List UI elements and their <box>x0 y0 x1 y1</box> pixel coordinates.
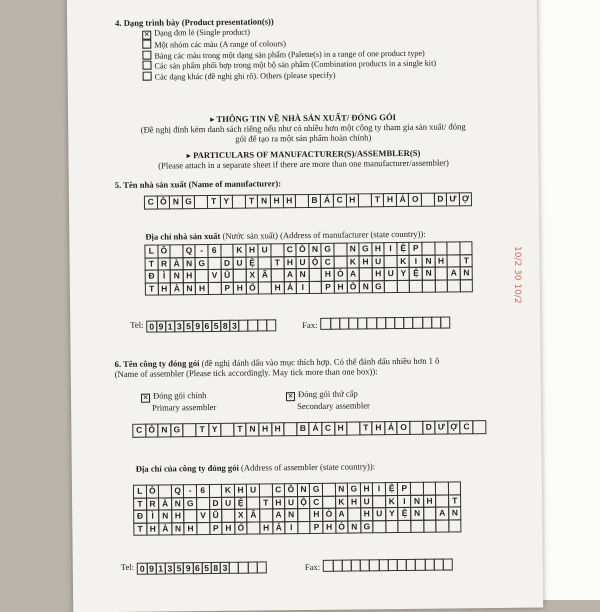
char-cell[interactable]: H <box>334 422 348 436</box>
manufacturer-note-vn-2: gói để tạo ra một sản phẩm hoàn chỉnh) <box>235 132 372 144</box>
manufacturer-note-vn-1: (Đề nghị đính kèm danh sách riêng nếu như có nhiều hơn một công ty tham gia sản xuất/ đóng <box>140 121 466 135</box>
char-cell[interactable]: T <box>145 282 159 296</box>
char-cell[interactable]: H <box>234 484 248 498</box>
char-cell[interactable]: U <box>384 267 398 281</box>
char-cell[interactable]: U <box>221 496 235 510</box>
presentation-options <box>142 26 436 82</box>
char-cell[interactable]: C <box>271 483 285 497</box>
char-cell[interactable]: U <box>360 495 374 509</box>
char-cell[interactable]: H <box>383 193 397 207</box>
char-cell[interactable]: H <box>309 508 323 522</box>
char-cell[interactable]: D <box>209 496 223 510</box>
char-cell[interactable]: V <box>196 509 210 523</box>
grid-row <box>145 193 473 209</box>
char-cell[interactable]: N <box>183 282 197 296</box>
digit-cell[interactable]: 9 <box>146 563 156 575</box>
char-cell[interactable]: T <box>207 195 221 209</box>
manufacturer-tel-field <box>148 319 277 332</box>
char-cell[interactable]: H <box>372 421 386 435</box>
digit-cell[interactable]: 8 <box>211 562 221 574</box>
char-cell[interactable]: Ũ <box>209 509 223 523</box>
char-cell[interactable]: Q <box>182 244 196 258</box>
char-cell[interactable]: Y <box>385 507 399 521</box>
char-cell[interactable]: Ệ <box>234 496 248 510</box>
option-label: Các dạng khác (đề nghị ghi rõ). Others (please specify) <box>154 70 336 82</box>
char-cell[interactable]: À <box>170 257 184 271</box>
tel-label: Tel: <box>130 319 144 330</box>
char-cell[interactable]: Q <box>171 484 185 498</box>
char-cell[interactable] <box>460 279 474 293</box>
char-cell[interactable]: Á <box>320 194 334 208</box>
char-cell[interactable]: N <box>422 254 436 268</box>
char-cell[interactable]: K <box>396 254 410 268</box>
secondary-assembler-checkbox[interactable]: ✕ <box>287 392 294 401</box>
option-checkbox[interactable]: ✕ <box>143 30 150 39</box>
char-cell[interactable]: H <box>347 495 361 509</box>
char-cell[interactable]: N <box>169 195 183 209</box>
char-cell[interactable]: N <box>157 423 171 437</box>
char-cell[interactable]: Ộ <box>308 255 322 269</box>
char-cell[interactable]: T <box>448 494 462 508</box>
char-cell[interactable]: I <box>284 521 298 535</box>
char-cell[interactable]: Ì <box>146 510 160 524</box>
char-cell[interactable]: N <box>359 280 373 294</box>
char-cell[interactable]: Y <box>208 423 222 437</box>
option-label: Bảng các màu trong một dạng sản phẩm (Palette(s) in a range of one product type) <box>154 48 425 61</box>
char-cell[interactable]: - <box>183 484 197 498</box>
option-checkbox[interactable] <box>143 71 152 80</box>
margin-handwriting: 10/2 30 10/2 <box>512 246 522 304</box>
char-cell[interactable]: Ả <box>384 421 398 435</box>
char-cell[interactable]: H <box>171 509 185 523</box>
char-cell[interactable]: N <box>308 243 322 257</box>
char-cell[interactable]: H <box>371 267 385 281</box>
char-cell[interactable]: L <box>133 485 147 499</box>
char-cell[interactable]: H <box>321 268 335 282</box>
primary-assembler-option: ✕ Đóng gói chính Primary assembler <box>142 390 217 413</box>
char-cell[interactable]: Ệ <box>396 242 410 256</box>
char-cell[interactable]: Đ <box>145 270 159 284</box>
manufacturer-address-label: Địa chỉ nhà sản xuất (Nước sản xuất) (Address of manufacturer (state country)): <box>145 228 426 242</box>
char-cell[interactable]: K <box>221 484 235 498</box>
char-cell[interactable]: À <box>158 497 172 511</box>
char-cell[interactable]: U <box>246 483 260 497</box>
char-cell[interactable]: N <box>448 506 462 520</box>
char-cell[interactable]: Ệ <box>385 482 399 496</box>
char-cell[interactable]: Ò <box>334 268 348 282</box>
char-cell[interactable]: R <box>146 497 160 511</box>
char-cell[interactable]: Ũ <box>220 269 234 283</box>
char-cell[interactable]: H <box>360 482 374 496</box>
char-cell[interactable]: N <box>459 266 473 280</box>
char-cell[interactable]: G <box>170 423 184 437</box>
char-cell[interactable]: Ì <box>157 269 171 283</box>
fax-label: Fax: <box>304 561 321 573</box>
char-cell[interactable]: P <box>310 520 324 534</box>
tel-label: Tel: <box>120 561 135 572</box>
char-cell[interactable]: Ò <box>346 280 360 294</box>
char-cell[interactable]: N <box>410 507 424 521</box>
char-cell[interactable]: Ố <box>234 521 248 535</box>
assembler-fax-field <box>324 558 453 571</box>
char-cell[interactable]: C <box>460 420 474 434</box>
char-cell[interactable]: N <box>297 483 311 497</box>
digit-cell[interactable]: 5 <box>174 562 184 574</box>
char-cell[interactable]: H <box>245 243 259 257</box>
primary-assembler-checkbox[interactable]: ✕ <box>142 393 149 402</box>
char-cell[interactable]: G <box>371 280 385 294</box>
char-cell[interactable]: Ư <box>446 192 460 206</box>
char-cell[interactable]: P <box>220 281 234 295</box>
char-cell[interactable]: C <box>321 422 335 436</box>
char-cell[interactable]: À <box>158 522 172 536</box>
char-cell[interactable]: P <box>409 242 423 256</box>
digit-cell[interactable]: 6 <box>202 320 212 332</box>
char-cell[interactable]: N <box>257 194 271 208</box>
char-cell[interactable]: A <box>447 266 461 280</box>
digit-cell[interactable] <box>266 319 276 331</box>
char-cell[interactable]: N <box>170 269 184 283</box>
char-cell[interactable]: T <box>195 423 209 437</box>
char-cell[interactable]: U <box>284 496 298 510</box>
digit-cell[interactable]: 8 <box>220 320 230 332</box>
char-cell[interactable]: C <box>283 243 297 257</box>
char-cell[interactable]: T <box>359 421 373 435</box>
char-cell[interactable]: H <box>360 507 374 521</box>
char-cell[interactable]: 6 <box>207 244 221 258</box>
assembler-address-label: Địa chỉ của công ty đóng gói (Address of assembler (state country)): <box>135 461 376 474</box>
secondary-assembler-option: ✕ Đóng gói thứ cấp Secondary assembler <box>287 388 370 412</box>
char-cell[interactable]: K <box>385 495 399 509</box>
char-cell[interactable]: Ợ <box>447 420 461 434</box>
char-cell[interactable]: C <box>132 424 146 438</box>
char-cell[interactable]: H <box>259 521 273 535</box>
char-cell[interactable]: D <box>422 421 436 435</box>
char-cell[interactable]: Ô <box>146 485 160 499</box>
char-cell[interactable]: N <box>171 522 185 536</box>
char-cell[interactable]: U <box>233 256 247 270</box>
option-label: Dạng đơn lẻ (Single product) <box>154 27 250 38</box>
digit-cell[interactable] <box>257 561 267 573</box>
char-cell[interactable]: H <box>334 280 348 294</box>
char-cell[interactable]: Ò <box>335 520 349 534</box>
char-cell[interactable]: Ả <box>283 281 297 295</box>
digit-cell[interactable] <box>440 316 450 328</box>
char-cell[interactable]: T <box>133 497 147 511</box>
digit-cell[interactable]: 1 <box>165 320 175 332</box>
char-cell[interactable]: H <box>233 281 247 295</box>
char-cell[interactable]: Ệ <box>398 507 412 521</box>
char-cell[interactable]: K <box>335 495 349 509</box>
option-checkbox[interactable] <box>142 61 151 70</box>
char-cell[interactable]: - <box>195 244 209 258</box>
assembler-fax <box>305 558 453 572</box>
char-cell[interactable]: H <box>345 193 359 207</box>
char-cell[interactable]: H <box>322 520 336 534</box>
option-label: Các sản phẩm phối hợp trong một bộ sản phẩm (Combination products in a single kit) <box>154 58 437 71</box>
char-cell[interactable]: A <box>346 267 360 281</box>
char-cell[interactable]: H <box>221 521 235 535</box>
digit-cell[interactable]: 3 <box>165 562 175 574</box>
digit-cell[interactable]: 1 <box>156 562 166 574</box>
assembler-tel <box>121 560 267 575</box>
fax-label: Fax: <box>302 319 318 331</box>
char-cell[interactable]: H <box>271 422 285 436</box>
char-cell[interactable]: K <box>233 244 247 258</box>
char-cell[interactable]: P <box>397 482 411 496</box>
char-cell[interactable]: L <box>144 245 158 259</box>
char-cell[interactable]: 6 <box>196 484 210 498</box>
char-cell[interactable]: C <box>309 495 323 509</box>
digit-cell[interactable] <box>443 558 453 570</box>
char-cell[interactable]: N <box>171 497 185 511</box>
char-cell[interactable] <box>448 519 462 533</box>
char-cell[interactable]: Ô <box>157 244 171 258</box>
char-cell[interactable]: H <box>271 281 285 295</box>
digit-cell[interactable]: 3 <box>229 320 239 332</box>
char-cell[interactable]: X <box>245 268 259 282</box>
manufacturer-note-en: (Please attach in a separate sheet if there are more than one manufacturer/assembler) <box>158 157 449 171</box>
char-cell[interactable]: N <box>422 267 436 281</box>
char-cell[interactable]: T <box>133 522 147 536</box>
char-cell[interactable]: H <box>258 422 272 436</box>
char-cell[interactable]: K <box>346 255 360 269</box>
char-cell[interactable]: H <box>195 282 209 296</box>
char-cell[interactable]: O <box>408 193 422 207</box>
char-cell[interactable]: N <box>410 494 424 508</box>
digit-cell[interactable]: 6 <box>192 562 202 574</box>
manufacturer-fax-field <box>322 316 451 329</box>
presentation-option <box>143 68 437 82</box>
char-cell[interactable]: I <box>384 242 398 256</box>
char-cell[interactable]: U <box>372 507 386 521</box>
char-cell[interactable]: Ộ <box>297 495 311 509</box>
char-cell[interactable]: A <box>283 268 297 282</box>
char-cell[interactable]: D <box>220 256 234 270</box>
char-cell[interactable]: I <box>296 280 310 294</box>
digit-cell[interactable]: 3 <box>174 320 184 332</box>
char-cell[interactable]: I <box>372 482 386 496</box>
char-cell[interactable]: H <box>282 194 296 208</box>
char-cell[interactable]: N <box>296 268 310 282</box>
grid-row <box>134 520 462 536</box>
option-checkbox[interactable] <box>142 40 151 49</box>
digit-cell[interactable]: 9 <box>156 320 166 332</box>
char-cell[interactable]: Ợ <box>459 192 473 206</box>
char-cell[interactable]: G <box>195 257 209 271</box>
char-cell[interactable]: N <box>182 257 196 271</box>
char-cell[interactable]: H <box>359 255 373 269</box>
digit-cell[interactable]: 5 <box>201 562 211 574</box>
char-cell[interactable]: I <box>398 494 412 508</box>
manufacturer-heading-en: ▸ PARTICULARS OF MANUFACTURER(S)/ASSEMBLER(S) <box>186 147 421 161</box>
char-cell[interactable]: R <box>157 257 171 271</box>
char-cell[interactable]: H <box>371 242 385 256</box>
assembler-title: 6. Tên công ty đóng gói (đề nghị đánh dấu vào mục thích hợp. Có thể đánh dấu nhiều hơn 1 ô <box>114 355 440 369</box>
char-cell[interactable]: U <box>296 255 310 269</box>
char-cell[interactable]: N <box>346 242 360 256</box>
char-cell[interactable]: T <box>259 496 273 510</box>
char-cell[interactable]: P <box>321 280 335 294</box>
char-cell[interactable]: Ả <box>396 193 410 207</box>
char-cell[interactable]: A <box>435 507 449 521</box>
assembler-address-grid <box>134 482 462 535</box>
char-cell[interactable]: H <box>423 494 437 508</box>
digit-cell[interactable]: 5 <box>211 320 221 332</box>
char-cell[interactable]: A <box>335 508 349 522</box>
char-cell[interactable]: H <box>270 194 284 208</box>
char-cell[interactable]: V <box>208 269 222 283</box>
manufacturer-tel <box>130 318 276 333</box>
assembler-name-grid <box>133 421 486 437</box>
char-cell[interactable]: C <box>144 196 158 210</box>
char-cell[interactable]: Ã <box>258 268 272 282</box>
option-label: Một nhóm các màu (A range of colours) <box>154 39 287 50</box>
char-cell[interactable]: Ô <box>156 195 170 209</box>
char-cell[interactable]: Ả <box>272 521 286 535</box>
manufacturer-heading-vn: ▸ THÔNG TIN VỀ NHÀ SẢN XUẤT/ ĐÓNG GÓI <box>210 112 397 124</box>
char-cell[interactable]: G <box>358 242 372 256</box>
form-page <box>67 0 543 612</box>
char-cell[interactable]: À <box>170 282 184 296</box>
char-cell[interactable]: Y <box>397 267 411 281</box>
char-cell[interactable]: H <box>182 269 196 283</box>
char-cell[interactable]: T <box>245 194 259 208</box>
char-cell[interactable]: T <box>233 423 247 437</box>
char-cell[interactable]: N <box>158 509 172 523</box>
grid-row <box>133 421 486 437</box>
char-cell[interactable]: G <box>321 243 335 257</box>
char-cell[interactable]: H <box>434 254 448 268</box>
char-cell[interactable]: Ã <box>247 508 261 522</box>
char-cell[interactable]: G <box>360 520 374 534</box>
char-cell[interactable]: Ệ <box>245 256 259 270</box>
section4-title: 4. Dạng trình bày (Product presentation(s)) <box>115 16 274 28</box>
char-cell[interactable]: H <box>146 522 160 536</box>
char-cell[interactable]: C <box>321 255 335 269</box>
assembler-tel-field <box>138 561 267 574</box>
char-cell[interactable]: N <box>284 508 298 522</box>
char-cell[interactable]: Y <box>219 195 233 209</box>
char-cell[interactable]: A <box>272 508 286 522</box>
char-cell[interactable]: X <box>234 509 248 523</box>
char-cell[interactable]: T <box>145 257 159 271</box>
char-cell[interactable]: P <box>209 521 223 535</box>
assembler-title-line2: (Name of assembler (Please tick accordingly. May tick more than one box)): <box>114 366 378 379</box>
char-cell[interactable]: U <box>258 243 272 257</box>
grid-row <box>146 280 474 296</box>
char-cell[interactable]: G <box>347 482 361 496</box>
char-cell[interactable]: Ô <box>296 243 310 257</box>
option-checkbox[interactable] <box>142 50 151 59</box>
char-cell[interactable]: Ư <box>435 421 449 435</box>
char-cell[interactable]: H <box>272 496 286 510</box>
char-cell[interactable] <box>472 420 486 434</box>
char-cell[interactable]: B <box>308 194 322 208</box>
digit-cell[interactable]: 0 <box>147 321 157 333</box>
manufacturer-address-grid <box>145 242 473 295</box>
char-cell[interactable]: T <box>459 254 473 268</box>
char-cell[interactable]: G <box>183 497 197 511</box>
char-cell[interactable]: N <box>246 422 260 436</box>
char-cell[interactable]: B <box>296 422 310 436</box>
manufacturer-name-grid <box>145 193 473 209</box>
char-cell[interactable]: H <box>283 256 297 270</box>
char-cell[interactable]: Ô <box>284 483 298 497</box>
char-cell[interactable]: I <box>409 254 423 268</box>
char-cell[interactable]: U <box>371 255 385 269</box>
char-cell[interactable]: Đ <box>133 510 147 524</box>
digit-cell[interactable]: 9 <box>183 562 193 574</box>
char-cell[interactable]: Ô <box>145 424 159 438</box>
digit-cell[interactable]: 3 <box>220 562 230 574</box>
char-cell[interactable]: C <box>333 194 347 208</box>
char-cell[interactable]: G <box>309 483 323 497</box>
manufacturer-fax <box>302 316 450 330</box>
char-cell[interactable]: G <box>182 195 196 209</box>
char-cell[interactable]: N <box>334 483 348 497</box>
char-cell[interactable]: Ố <box>246 281 260 295</box>
char-cell[interactable]: H <box>157 282 171 296</box>
char-cell[interactable]: T <box>371 193 385 207</box>
digit-cell[interactable]: 5 <box>183 320 193 332</box>
digit-cell[interactable]: 9 <box>193 320 203 332</box>
char-cell[interactable]: T <box>270 256 284 270</box>
char-cell[interactable]: O <box>397 421 411 435</box>
char-cell[interactable]: Ò <box>322 508 336 522</box>
char-cell[interactable]: Ệ <box>409 267 423 281</box>
char-cell[interactable]: Á <box>309 422 323 436</box>
digit-cell[interactable]: 0 <box>137 563 147 575</box>
manufacturer-name-label: 5. Tên nhà sản xuất (Name of manufacturer): <box>114 178 282 190</box>
char-cell[interactable]: N <box>347 520 361 534</box>
char-cell[interactable]: H <box>184 522 198 536</box>
char-cell[interactable]: D <box>434 193 448 207</box>
